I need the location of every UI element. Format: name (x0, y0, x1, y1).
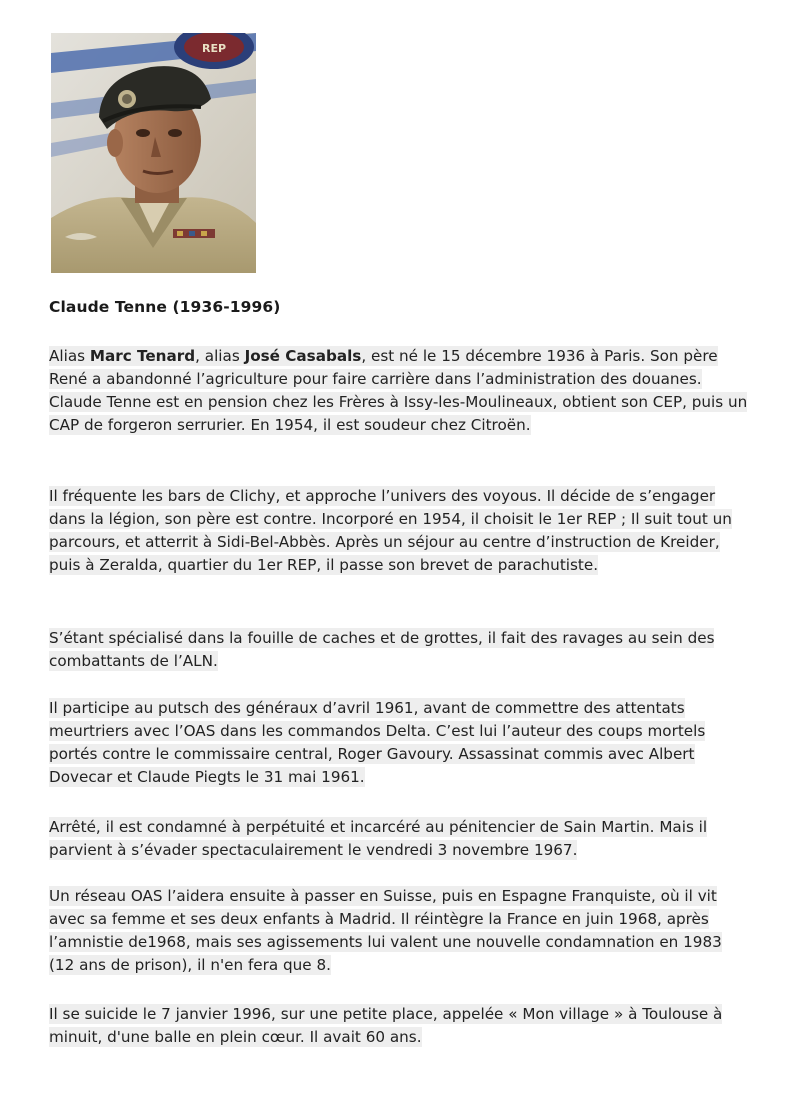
paragraph-4-text: Il participe au putsch des généraux d’avril 1961, avant de commettre des attentats meurtriers avec l’OAS dans les commandos Delta. C’est lui l’auteur des coups mortels portés contre le commissaire central, Roger Gavoury. Assassinat commis avec Albert Dovecar et Claude Piegts le 31 mai 1961. (49, 699, 706, 786)
p1-text-0: Alias (49, 347, 90, 365)
paragraph-6 (49, 885, 749, 977)
paragraph-1-highlight (49, 346, 747, 435)
alias-jose-casabals: José Casabals (244, 347, 362, 365)
paragraph-2-text: Il fréquente les bars de Clichy, et approche l’univers des voyous. Il décide de s’engager dans la légion, son père est contre. Incorporé en 1954, il choisit le 1er REP ; Il suit tout un parcours, et atterrit à Sidi-Bel-Abbès. Après un séjour au centre d’instruction de Kreider, puis à Zeralda, quartier du 1er REP, il passe son brevet de parachutiste. (49, 487, 732, 574)
p1-text-2: , est né le 15 décembre 1936 à Paris. Son père René a abandonné l’agriculture pour faire carrière dans l’administration des douanes. Claude Tenne est en pension chez les Frères à Issy-les-Moulineaux, obtient son CEP, puis un CAP de forgeron serrurier. En 1954, il est soudeur chez Citroën. (49, 347, 748, 434)
paragraph-7-text: Il se suicide le 7 janvier 1996, sur une petite place, appelée « Mon village » à Toulouse à minuit, d'une balle en plein cœur. Il avait 60 ans. (49, 1005, 723, 1046)
paragraph-2 (49, 485, 749, 577)
paragraph-5-text: Arrêté, il est condamné à perpétuité et incarcéré au pénitencier de Sain Martin. Mais il parvient à s’évader spectaculairement le vendredi 3 novembre 1967. (49, 818, 708, 859)
p1-text-1: , alias (195, 347, 245, 365)
paragraph-3 (49, 627, 749, 673)
portrait-photo (51, 33, 256, 273)
portrait-illustration (51, 33, 256, 273)
paragraph-3-text: S’étant spécialisé dans la fouille de caches et de grottes, il fait des ravages au sein des combattants de l’ALN. (49, 629, 715, 670)
paragraph-7 (49, 1003, 749, 1049)
paragraph-1 (49, 345, 749, 437)
badge-label: REP (201, 42, 227, 55)
page-title: Claude Tenne (1936-1996) (49, 298, 281, 316)
paragraph-4 (49, 697, 749, 789)
alias-marc-tenard: Marc Tenard (89, 347, 196, 365)
paragraph-5 (49, 816, 749, 862)
paragraph-6-text: Un réseau OAS l’aidera ensuite à passer en Suisse, puis en Espagne Franquiste, où il vit avec sa femme et ses deux enfants à Madrid. Il réintègre la France en juin 1968, après l’amnistie de1968, mais ses agissements lui valent une nouvelle condamnation en 1983 (12 ans de prison), il n'en fera que 8. (49, 887, 722, 974)
